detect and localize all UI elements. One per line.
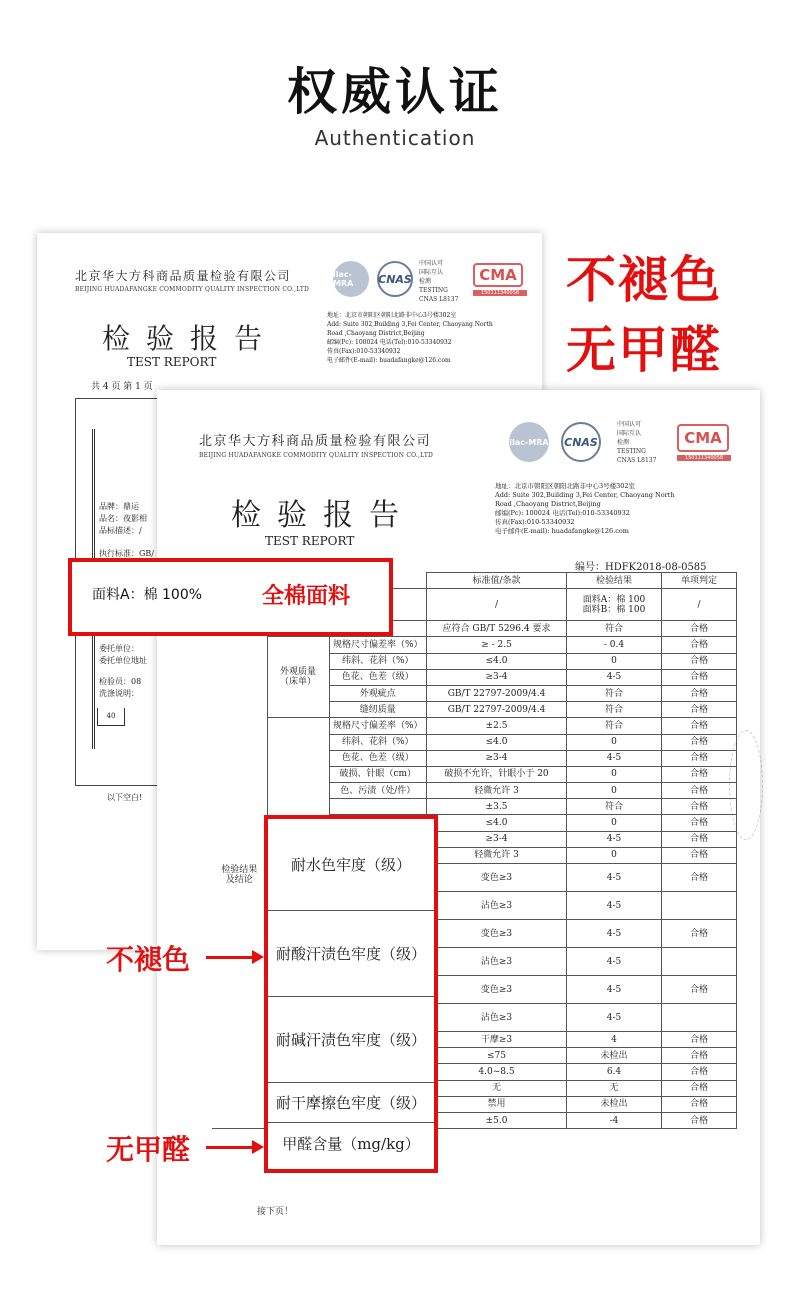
table-cell: 合格 — [662, 621, 737, 637]
table-cell: 沾色≥3 — [427, 1004, 567, 1032]
table-cell: 色、污渍（处/件） — [329, 783, 427, 799]
report-title-cn: 检验报告 — [231, 498, 415, 533]
table-cell: 未检出 — [567, 1096, 662, 1112]
table-cell: 变色≥3 — [427, 864, 567, 892]
table-cell: 0 — [567, 653, 662, 669]
table-cell: 合格 — [662, 750, 737, 766]
table-cell: 干摩≥3 — [427, 1032, 567, 1048]
table-cell: 符合 — [567, 799, 662, 815]
side-label-no-formaldehyde: 无甲醛 — [106, 1133, 191, 1166]
cert-text: 中国认可 国际互认 检测 TESTING CNAS L8137 — [419, 260, 459, 303]
table-cell: 合格 — [662, 920, 737, 948]
cotton-fabric-tag: 全棉面料 — [262, 584, 351, 609]
table-cell: ≤4.0 — [427, 815, 567, 831]
table-cell: 合格 — [662, 637, 737, 653]
back-field: 委托单位地址 — [99, 656, 147, 665]
table-cell: 规格尺寸偏差率（%） — [329, 718, 427, 734]
side-label-no-fade: 不褪色 — [106, 943, 191, 976]
fabric-callout-box — [68, 558, 393, 636]
table-cell: 合格 — [662, 1032, 737, 1048]
page-title: 权威认证 — [287, 63, 503, 121]
table-header: 单项判定 — [662, 573, 737, 589]
claim-no-formaldehyde: 无甲醛 — [566, 321, 722, 379]
table-cell — [329, 799, 427, 815]
table-cell: 合格 — [662, 1064, 737, 1080]
table-cell: 合格 — [662, 718, 737, 734]
table-cell: GB/T 22797-2009/4.4 — [427, 685, 567, 701]
table-cell: 无 — [427, 1080, 567, 1096]
table-cell: 轻微允许 3 — [427, 783, 567, 799]
table-cell: -4 — [567, 1112, 662, 1128]
ilac-logo-icon: ilac-MRA — [509, 422, 549, 462]
org-name-cn: 北京华大方科商品质量检验有限公司 — [199, 434, 432, 449]
table-cell: 面料A：棉 100 面料B：棉 100 — [567, 589, 662, 621]
table-cell: 合格 — [662, 799, 737, 815]
table-cell: 符合 — [567, 621, 662, 637]
table-group-label: 检验结果 及结论 — [212, 621, 267, 1129]
end-note: 以下空白! — [107, 793, 143, 802]
table-cell: 4-5 — [567, 948, 662, 976]
table-cell: 纬斜、花斜（%） — [329, 734, 427, 750]
table-cell: 合格 — [662, 847, 737, 863]
table-cell: ±3.5 — [427, 799, 567, 815]
table-cell: 4-5 — [567, 669, 662, 685]
table-cell: ±5.0 — [427, 1112, 567, 1128]
table-cell: 色花、色差（级） — [329, 750, 427, 766]
table-cell: ≥3-4 — [427, 669, 567, 685]
table-cell: 色花、色差（级） — [329, 669, 427, 685]
table-cell: ≥3-4 — [427, 831, 567, 847]
table-cell: 0 — [567, 783, 662, 799]
table-cell: 合格 — [662, 1080, 737, 1096]
fabric-composition-text: 面料A：棉 100% — [92, 587, 203, 603]
org-name-en: BEIJING HUADAFANGKE COMMODITY QUALITY INSPECTION CO.,LTD — [75, 286, 310, 293]
table-cell: / — [662, 589, 737, 621]
table-cell: 6.4 — [567, 1064, 662, 1080]
table-cell: ≤75 — [427, 1048, 567, 1064]
table-cell — [662, 948, 737, 976]
cma-logo-icon: CMA 150111340058 — [473, 263, 523, 287]
table-cell: 外观疵点 — [329, 685, 427, 701]
table-cell: 符合 — [567, 702, 662, 718]
table-cell: 纬斜、花斜（%） — [329, 653, 427, 669]
table-header: 检验结果 — [567, 573, 662, 589]
table-cell: 无 — [567, 1080, 662, 1096]
claim-no-fade: 不褪色 — [566, 251, 722, 309]
table-cell: ≤4.0 — [427, 653, 567, 669]
table-cell: 0 — [567, 766, 662, 782]
table-cell: 符合 — [567, 718, 662, 734]
table-cell: 合格 — [662, 734, 737, 750]
callout-item: 耐酸汗渍色牢度（级） — [268, 911, 434, 997]
table-cell: 合格 — [662, 783, 737, 799]
callout-item: 耐碱汗渍色牢度（级） — [268, 997, 434, 1083]
table-cell: 合格 — [662, 1048, 737, 1064]
table-cell: 4-5 — [567, 1004, 662, 1032]
table-cell: 合格 — [662, 815, 737, 831]
table-cell: ±2.5 — [427, 718, 567, 734]
table-cell — [662, 1004, 737, 1032]
back-field: 执行标准：GB/ — [99, 549, 154, 558]
table-cell: ≤4.0 — [427, 734, 567, 750]
table-cell: ≥ - 2.5 — [427, 637, 567, 653]
back-field: 委托单位： — [99, 644, 139, 653]
address-block: 地址：北京市朝阳区朝阳北路非中心3号楼302室 Add: Suite 302,Building 3,Fei Center, Chaoyang North Road ,Chaoyang District,Beijing 邮编(Pc): 100024 电话(Tel):010-53340932 传真(Fax):010-53340932 电子邮件(E-mail): huadafangke@126.com — [495, 482, 675, 535]
table-cell: 0 — [567, 815, 662, 831]
table-cell: 4 — [567, 1032, 662, 1048]
table-header: 标准值/条款 — [427, 573, 567, 589]
table-cell: 变色≥3 — [427, 976, 567, 1004]
report-sheet-front — [157, 390, 760, 1245]
arrow-right-icon — [206, 956, 252, 959]
table-cell — [662, 892, 737, 920]
table-cell: 沾色≥3 — [427, 892, 567, 920]
table-row — [212, 637, 737, 653]
back-field: 品牌：鼎运 — [99, 502, 139, 511]
back-field: 检验员：08 — [99, 677, 142, 686]
table-cell: 合格 — [662, 766, 737, 782]
page-count: 共 4 页 第 1 页 — [91, 382, 153, 392]
table-cell: 规格尺寸偏差率（%） — [329, 637, 427, 653]
table-cell: ≥3-4 — [427, 750, 567, 766]
table-cell: 轻微允许 3 — [427, 847, 567, 863]
table-cell: GB/T 22797-2009/4.4 — [427, 702, 567, 718]
table-cell: 合格 — [662, 1096, 737, 1112]
red-seal-stamp — [729, 730, 763, 840]
table-cell: 4-5 — [567, 976, 662, 1004]
back-field: 品名：夜影相 — [99, 514, 147, 523]
table-cell: 合格 — [662, 976, 737, 1004]
wash-care-icon: 40 — [97, 708, 125, 726]
table-cell: 4.0~8.5 — [427, 1064, 567, 1080]
callout-item: 耐干摩擦色牢度（级） — [268, 1083, 434, 1123]
report-title-en: TEST REPORT — [265, 534, 355, 548]
callout-item: 耐水色牢度（级） — [268, 819, 434, 911]
table-cell: 0 — [567, 734, 662, 750]
address-block: 地址：北京市朝阳区朝阳北路非中心3号楼302室 Add: Suite 302,Building 3,Fei Center, Chaoyang North Road ,Chaoyang District,Beijing 邮编(Pc): 100024 电话(Tel):010-53340932 传真(Fax):010-53340932 电子邮件(E-mail): huadafangke@126.com — [327, 312, 493, 364]
org-name-en: BEIJING HUADAFANGKE COMMODITY QUALITY INSPECTION CO.,LTD — [199, 452, 434, 459]
report-title-cn: 检验报告 — [102, 322, 279, 355]
table-cell: - 0.4 — [567, 637, 662, 653]
table-cell: 合格 — [662, 831, 737, 847]
table-cell: 应符合 GB/T 5296.4 要求 — [427, 621, 567, 637]
arrow-right-icon — [206, 1146, 252, 1149]
report-title-en: TEST REPORT — [127, 355, 217, 369]
table-cell: 合格 — [662, 1112, 737, 1128]
table-cell: 合格 — [662, 653, 737, 669]
cert-text: 中国认可 国际互认 检测 TESTING CNAS L8137 — [617, 421, 657, 464]
table-cell: / — [427, 589, 567, 621]
page-subtitle: Authentication — [314, 126, 476, 150]
table-row — [212, 718, 737, 734]
table-cell: 0 — [567, 847, 662, 863]
org-name-cn: 北京华大方科商品质量检验有限公司 — [75, 269, 292, 283]
table-cell: 沾色≥3 — [427, 948, 567, 976]
table-cell: 4-5 — [567, 831, 662, 847]
continue-note: 接下页！ — [257, 1207, 294, 1217]
table-cell: 变色≥3 — [427, 920, 567, 948]
cnas-logo-icon: CNAS — [561, 422, 601, 462]
table-cell: 合格 — [662, 669, 737, 685]
back-field: 洗涤说明： — [99, 689, 139, 698]
back-field: 品标描述：/ — [99, 526, 142, 535]
table-cell: 合格 — [662, 864, 737, 892]
cnas-logo-icon: CNAS — [377, 261, 413, 297]
table-cell: 破损不允许，针眼小于 20 — [427, 766, 567, 782]
table-cell: 4-5 — [567, 892, 662, 920]
table-cell: 4-5 — [567, 920, 662, 948]
table-cell: 破损、针眼（cm） — [329, 766, 427, 782]
table-cell: 符合 — [567, 685, 662, 701]
table-section-label: 外观质量 （床单） — [267, 637, 329, 718]
table-cell: 4-5 — [567, 750, 662, 766]
report-number: 编号：HDFK2018-08-0585 — [575, 562, 707, 573]
callout-item: 甲醛含量（mg/kg） — [268, 1123, 434, 1163]
table-cell: 合格 — [662, 702, 737, 718]
fastness-callout-box — [264, 815, 438, 1173]
table-cell: 未检出 — [567, 1048, 662, 1064]
table-cell: 合格 — [662, 685, 737, 701]
table-cell: 4-5 — [567, 864, 662, 892]
cma-logo-icon: CMA 150111340058 — [677, 424, 729, 452]
ilac-logo-icon: ilac-MRA — [333, 261, 369, 297]
table-cell: 缝纫质量 — [329, 702, 427, 718]
table-cell: 禁用 — [427, 1096, 567, 1112]
